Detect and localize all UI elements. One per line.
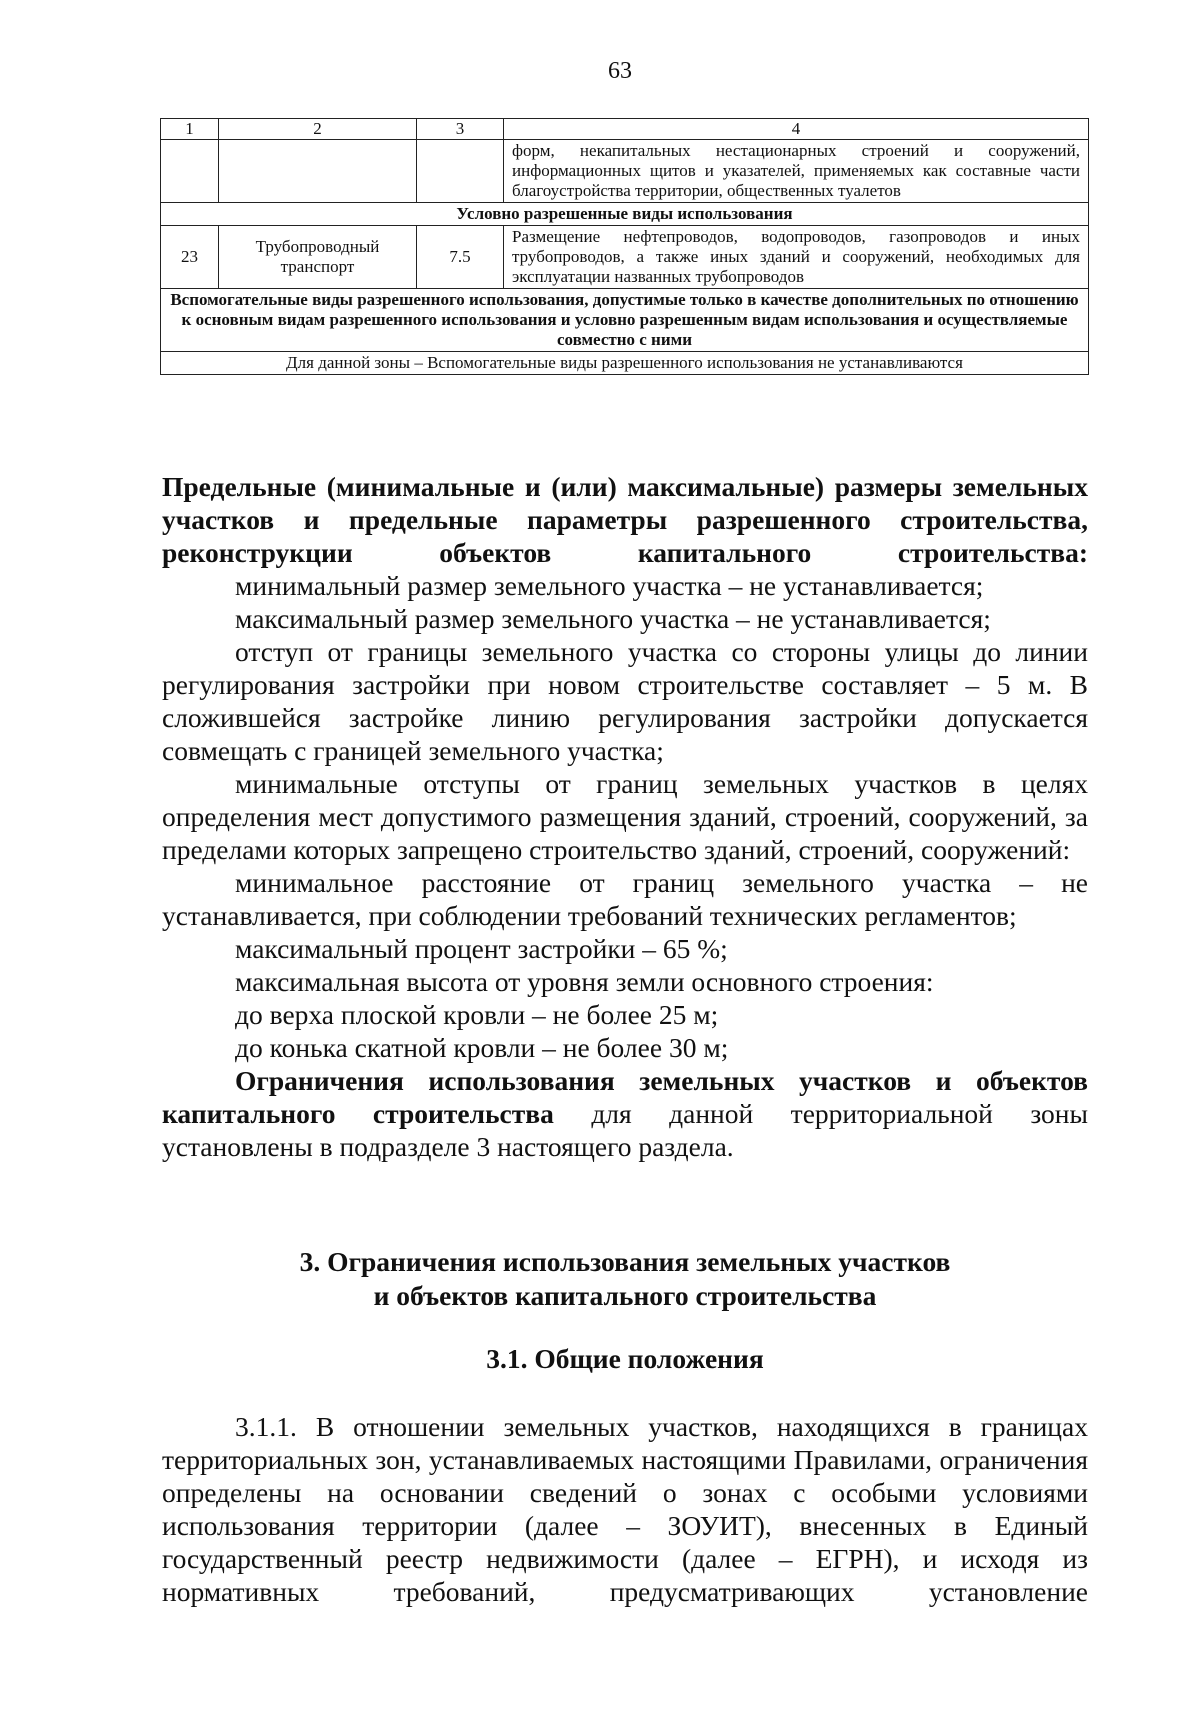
paragraph: минимальные отступы от границ земельных участков в целях определения мест допустимого размещения зданий, строений, сооружений, за пределами которых запрещено строительство зданий, строений, сооружений: xyxy=(162,768,1088,865)
limits-section xyxy=(162,470,1088,1163)
restrictions-rest: для данной территориальной зоны установлены в подразделе 3 настоящего раздела. xyxy=(162,1098,1088,1162)
table-cell-code: 7.5 xyxy=(417,226,504,289)
table-header-cell: 2 xyxy=(219,119,417,140)
auxiliary-uses-header: Вспомогательные виды разрешенного использования, допустимые только в качестве дополнительных по отношению к основным видам разрешенного использования и условно разрешенным видам использования и осуществляемые совместно с ними xyxy=(161,289,1089,352)
paragraph: максимальная высота от уровня земли основного строения: xyxy=(235,966,934,997)
table-header-cell: 1 xyxy=(161,119,219,140)
section-3-1-subtitle xyxy=(162,1342,1088,1376)
paragraph: 3.1.1. В отношении земельных участков, находящихся в границах территориальных зон, устанавливаемых настоящими Правилами, ограничения определены на основании сведений о зонах с особыми условиями использования территории (далее – ЗОУИТ), внесенных в Единый государственный реестр недвижимости (далее – ЕГРН), и исходя из нормативных требований, предусматривающих установление xyxy=(162,1411,1088,1607)
limits-heading: Предельные (минимальные и (или) максимальные) размеры земельных участков и предельные параметры разрешенного строительства, реконструкции объектов капитального строительства: xyxy=(162,471,1088,568)
paragraph: минимальное расстояние от границ земельного участка – не устанавливается, при соблюдении требований технических регламентов; xyxy=(162,867,1088,931)
paragraph: отступ от границы земельного участка со стороны улицы до линии регулирования застройки при новом строительстве составляет – 5 м. В сложившейся застройке линию регулирования застройки допускается совмещать с границей земельного участка; xyxy=(162,636,1088,766)
table-header-cell: 4 xyxy=(504,119,1089,140)
table-cell-use-name: Трубопроводный транспорт xyxy=(219,226,417,289)
restrictions-bold: Ограничения использования земельных участков и объектов капитального строительства xyxy=(162,1065,1088,1129)
section-3-title-line: 3. Ограничения использования земельных участков xyxy=(299,1246,951,1277)
section-3-1-subtitle-text: 3.1. Общие положения xyxy=(486,1343,764,1374)
restrictions-paragraph xyxy=(162,1064,1088,1163)
table-row xyxy=(161,289,1089,352)
auxiliary-uses-note: Для данной зоны – Вспомогательные виды разрешенного использования не устанавливаются xyxy=(161,352,1089,375)
table-row xyxy=(161,352,1089,375)
page-number: 63 xyxy=(608,58,632,84)
section-3-1-1 xyxy=(162,1410,1088,1608)
conditional-uses-header: Условно разрешенные виды использования xyxy=(161,203,1089,226)
section-3-title xyxy=(162,1245,1088,1313)
section-3-title-line: и объектов капитального строительства xyxy=(373,1280,877,1311)
paragraph: максимальный размер земельного участка – не устанавливается; xyxy=(235,603,991,634)
table-cell-description: форм, некапитальных нестационарных строений и сооружений, информационных щитов и указателей, применяемых как составные части благоустройства территории, общественных туалетов xyxy=(504,140,1089,203)
table-cell-empty xyxy=(161,140,219,203)
paragraph: минимальный размер земельного участка – не устанавливается; xyxy=(235,570,984,601)
land-use-table xyxy=(160,118,1089,375)
table-row xyxy=(161,140,1089,203)
table-cell-empty xyxy=(219,140,417,203)
paragraph: до верха плоской кровли – не более 25 м; xyxy=(235,999,719,1030)
paragraph: максимальный процент застройки – 65 %; xyxy=(235,933,728,964)
table-cell-number: 23 xyxy=(161,226,219,289)
table-row xyxy=(161,226,1089,289)
paragraph: до конька скатной кровли – не более 30 м; xyxy=(235,1032,729,1063)
table-header-row xyxy=(161,119,1089,140)
table-row xyxy=(161,203,1089,226)
table-header-cell: 3 xyxy=(417,119,504,140)
table-cell-empty xyxy=(417,140,504,203)
table-cell-description: Размещение нефтепроводов, водопроводов, газопроводов и иных трубопроводов, а также иных зданий и сооружений, необходимых для эксплуатации названных трубопроводов xyxy=(504,226,1089,289)
